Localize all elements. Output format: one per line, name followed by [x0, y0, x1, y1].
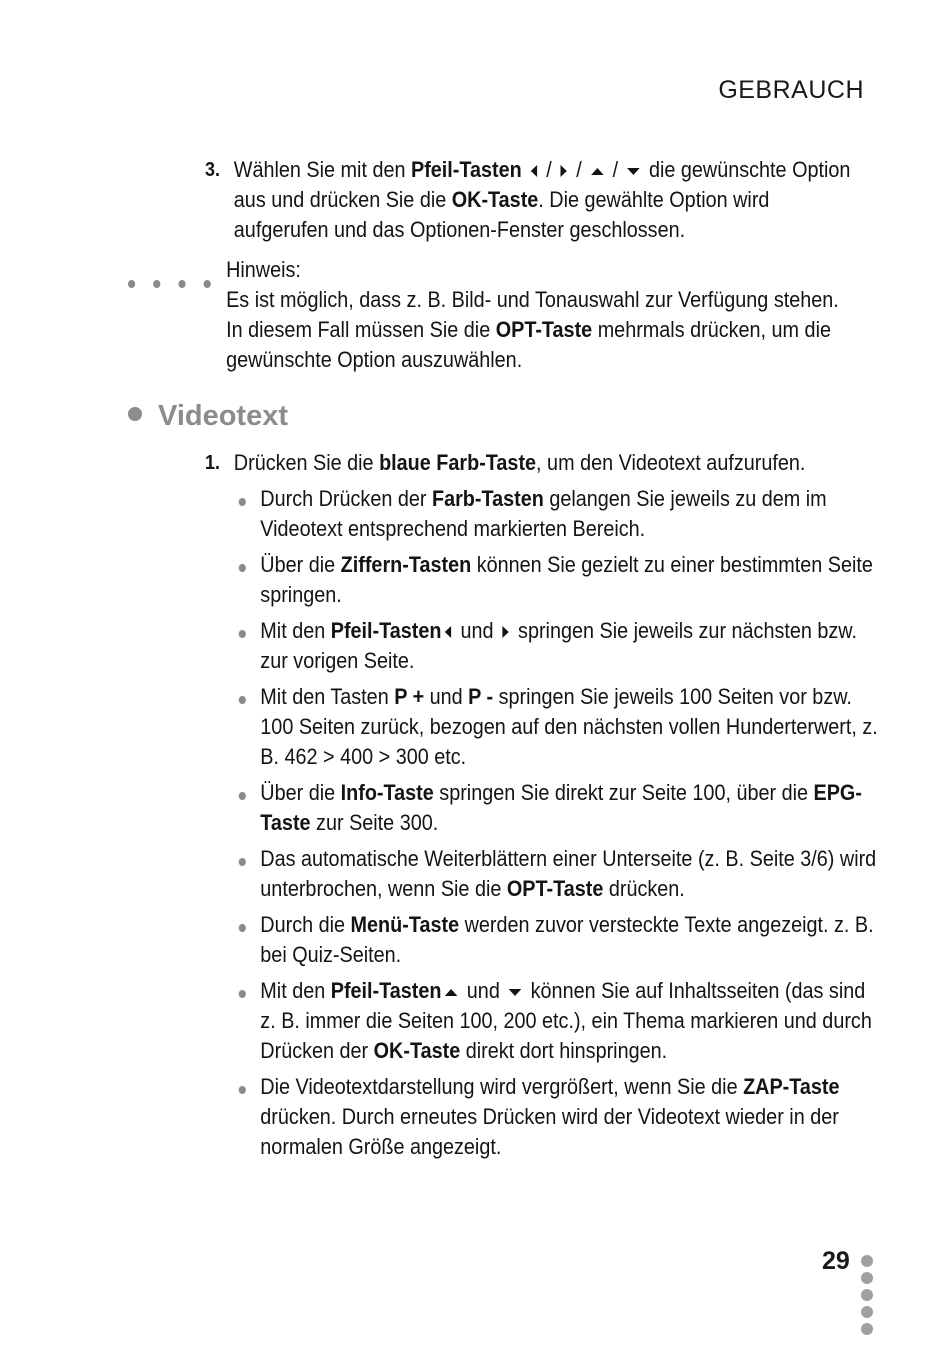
bullet-icon	[239, 924, 246, 932]
step-1-text: Drücken Sie die blaue Farb-Taste, um den Videotext aufzurufen.	[233, 450, 806, 475]
list-item: Über die Ziffern-Tasten können Sie gezielt zu einer bestimmten Seite springen.	[236, 550, 830, 610]
page-header: GEBRAUCH	[718, 76, 864, 104]
arrow-left-icon	[531, 165, 537, 177]
bullet-icon	[239, 1086, 246, 1094]
step-3-text: Wählen Sie mit den Pfeil-Tasten / / / die gewünschte Option aus und drücken Sie die OK-Taste. Die gewählte Option wird aufgerufen und das Optionen-Fenster geschlossen.	[233, 157, 851, 242]
bullet-icon	[239, 498, 246, 506]
list-item: Durch Drücken der Farb-Tasten gelangen Sie jeweils zu dem im Videotext entsprechend markierten Bereich.	[236, 484, 830, 544]
note-dots-icon	[128, 266, 229, 296]
bullet-icon	[239, 696, 246, 704]
list-item: Mit den Tasten P + und P - springen Sie jeweils 100 Seiten vor bzw. 100 Seiten zurück, bezogen auf den nächsten vollen Hunderterwert, z. B. 462 > 400 > 300 etc.	[236, 682, 830, 772]
arrow-down-icon	[509, 989, 522, 996]
page-dots-icon	[861, 1255, 873, 1340]
list-item: Durch die Menü-Taste werden zuvor versteckte Texte angezeigt. z. B. bei Quiz-Seiten.	[236, 910, 830, 970]
list-item: Mit den Pfeil-Tasten und können Sie auf Inhaltsseiten (das sind z. B. immer die Seiten 100, 200 etc.), ein Thema markieren und durch Drücken der OK-Taste direkt dort hinspringen.	[236, 976, 830, 1066]
step-number: 3.	[205, 159, 221, 181]
list-item: Über die Info-Taste springen Sie direkt zur Seite 100, über die EPG-Taste zur Seite 300.	[236, 778, 830, 838]
section-bullet-icon	[128, 407, 142, 421]
step-number: 1.	[205, 452, 221, 474]
bullet-icon	[239, 564, 246, 572]
arrow-right-icon	[561, 165, 567, 177]
bullet-icon	[239, 858, 246, 866]
bullet-icon	[239, 792, 246, 800]
list-item: Mit den Pfeil-Tasten und springen Sie jeweils zur nächsten bzw. zur vorigen Seite.	[236, 616, 830, 676]
bullet-icon	[239, 630, 246, 638]
arrow-right-icon	[503, 626, 509, 638]
list-item: Das automatische Weiterblättern einer Unterseite (z. B. Seite 3/6) wird unterbrochen, wenn Sie die OPT-Taste drücken.	[236, 844, 830, 904]
note-text: Hinweis: Es ist möglich, dass z. B. Bild- und Tonauswahl zur Verfügung stehen. In diesem Fall müssen Sie die OPT-Taste mehrmals drücken, um die gewünschte Option auszuwählen.	[226, 255, 856, 375]
arrow-down-icon	[627, 168, 640, 175]
section-title: Videotext	[128, 400, 288, 433]
note-label: Hinweis:	[226, 257, 301, 282]
bullet-icon	[239, 990, 246, 998]
arrow-left-icon	[445, 626, 451, 638]
page-number: 29	[822, 1247, 850, 1275]
arrow-up-icon	[591, 168, 604, 175]
arrow-up-icon	[445, 989, 458, 996]
bullet-list	[236, 484, 878, 1168]
list-item: Die Videotextdarstellung wird vergrößert, wenn Sie die ZAP-Taste drücken. Durch erneutes Drücken wird der Videotext wieder in der normalen Größe angezeigt.	[236, 1072, 830, 1162]
